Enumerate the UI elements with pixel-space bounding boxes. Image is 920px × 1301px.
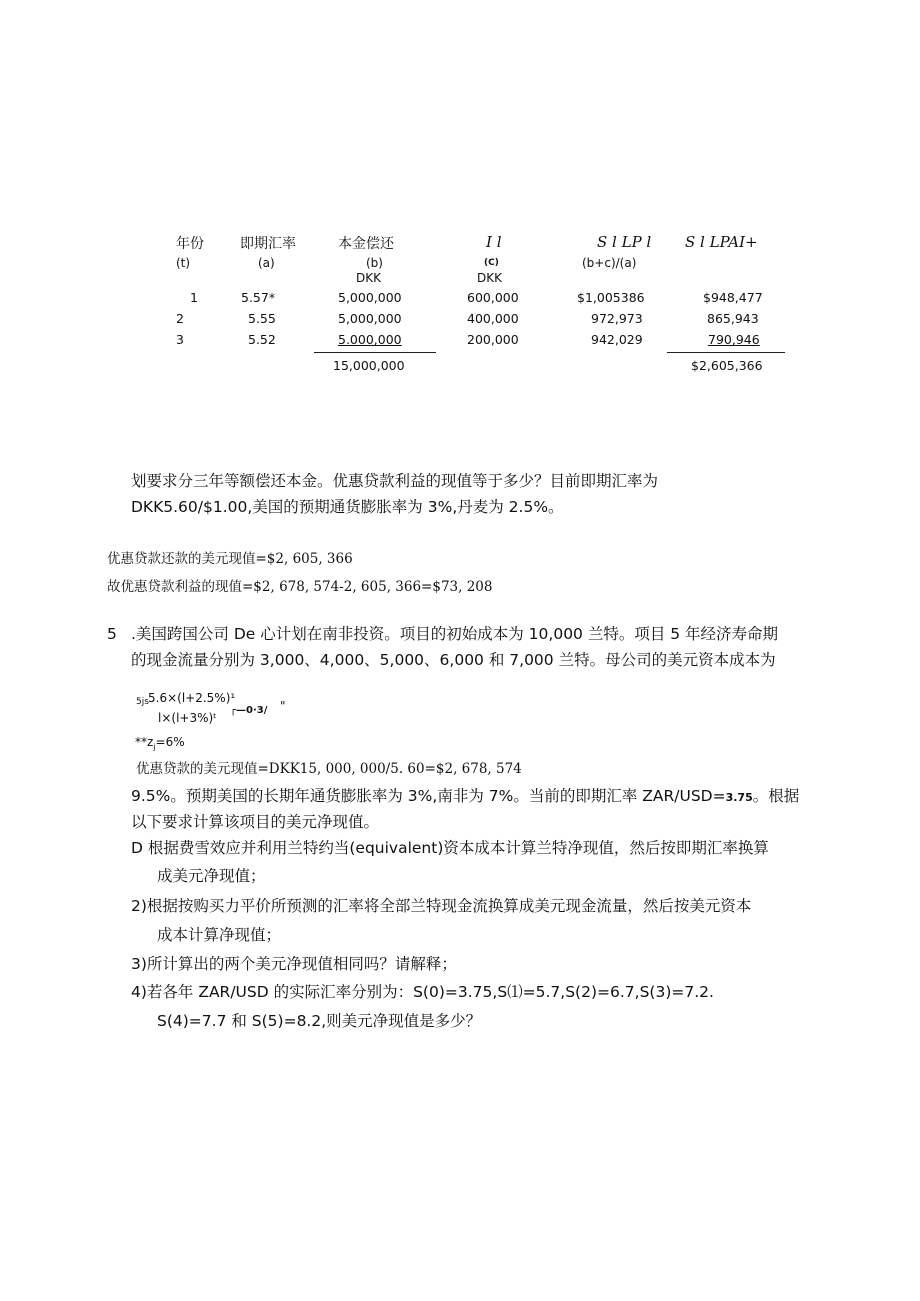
problem5-number: 5 [107,625,117,643]
table-cell: 3 [176,332,184,347]
total-principal: 15,000,000 [333,358,405,373]
total-rule-pv [667,352,785,353]
formula-side: ┌—0·3/ [230,705,268,716]
table-cell: 5.57* [241,290,276,305]
table-cell: 942,029 [591,332,643,347]
sub-principal: (b) [366,256,383,270]
table-cell: 1 [190,290,198,305]
table-cell: 5.55 [248,311,276,326]
problem5-line2: 的现金流量分别为 3,000、4,000、5,000、6,000 和 7,000 兰特。母公司的美元资本成本为 [131,651,776,669]
table-cell: 5.000,000 [338,332,402,347]
question-2-line1: 2)根据按购买力平价所预测的汇率将全部兰特现金流换算成美元现金流量，然后按美元资本 [131,897,752,915]
formula-rate [135,735,185,751]
problem5b-line1-tail: 。根据 [752,787,800,805]
total-rule-principal [314,352,436,353]
sub-year: (t) [176,256,191,270]
header-interest: I l [486,233,502,251]
header-year: 年份 [176,236,204,252]
total-pv: $2,605,366 [691,358,763,373]
question-1-line1: D 根据费雪效应并利用兰特约当(equivalent)资本成本计算兰特净现值，然后按即期汇率换算 [131,839,769,857]
problem5b-line2: 以下要求计算该项目的美元净现值。 [131,813,380,831]
table-cell: 972,973 [591,311,643,326]
formula-rate-label: **z [135,735,154,749]
table-cell: $948,477 [703,290,763,305]
problem4-line1: 划要求分三年等额偿还本金。优惠贷款利益的现值等于多少？目前即期汇率为 [131,472,659,490]
formula-rate-value: =6% [155,735,185,749]
question-2-line2: 成本计算净现值； [157,926,282,944]
table-cell: 5,000,000 [338,311,402,326]
header-usd-cashflow: S l LP l [597,233,652,251]
sub-spot-rate: (a) [258,256,275,270]
formula-denominator: l×(l+3%)ᵗ [158,711,217,725]
sub-principal-unit: DKK [356,271,381,285]
problem5b-line1 [131,785,799,809]
formula-numerator: 5.6×(l+2.5%)¹ [148,691,236,705]
header-spot-rate: 即期汇率 [240,236,296,252]
question-4-line2: S(4)=7.7 和 S(5)=8.2,则美元净现值是多少？ [157,1012,482,1030]
formula-rate-sub: j [153,742,156,752]
sub-interest-unit: DKK [477,271,502,285]
table-cell: 400,000 [467,311,519,326]
table-cell: 5,000,000 [338,290,402,305]
table-cell: $1,005386 [577,290,645,305]
table-cell: 600,000 [467,290,519,305]
header-usd-pv: S l LPAI+ [685,233,758,251]
table-cell: 200,000 [467,332,519,347]
sub-usd-cashflow: (b+c)/(a) [582,256,637,270]
table-cell: 790,946 [708,332,760,347]
answer-line1: 优惠贷款还款的美元现值=$2, 605, 366 [107,551,353,567]
question-3: 3)所计算出的两个美元净现值相同吗？请解释； [131,955,457,973]
repayment-table [0,0,920,400]
header-principal: 本金偿还 [338,236,394,252]
pv-line: 优惠贷款的美元现值=DKK15, 000, 000/5. 60=$2, 678, 574 [136,761,522,777]
question-4-line1: 4)若各年 ZAR/USD 的实际汇率分别为：S(0)=3.75,S⑴=5.7,S(2)=6.7,S(3)=7.2. [131,983,714,1001]
spot-rate-value: 3.75 [725,791,753,804]
table-cell: 5.52 [248,332,276,347]
table-cell: 2 [176,311,184,326]
formula-quote: " [280,699,286,713]
question-1-line2: 成美元净现值； [157,867,266,885]
table-cell: 865,943 [707,311,759,326]
sub-interest: (C) [484,258,499,268]
formula-prefix: 5js [136,697,149,707]
problem4-line2: DKK5.60/$1.00,美国的预期通货膨胀率为 3%,丹麦为 2.5%。 [131,498,564,516]
problem5-line1: .美国跨国公司 De 心计划在南非投资。项目的初始成本为 10,000 兰特。项目 5 年经济寿命期 [131,625,779,643]
problem5b-line1-text: 9.5%。预期美国的长期年通货膨胀率为 3%,南非为 7%。当前的即期汇率 ZAR/USD= [131,787,726,805]
answer-line2: 故优惠贷款利益的现值=$2, 678, 574-2, 605, 366=$73, 208 [107,579,493,595]
